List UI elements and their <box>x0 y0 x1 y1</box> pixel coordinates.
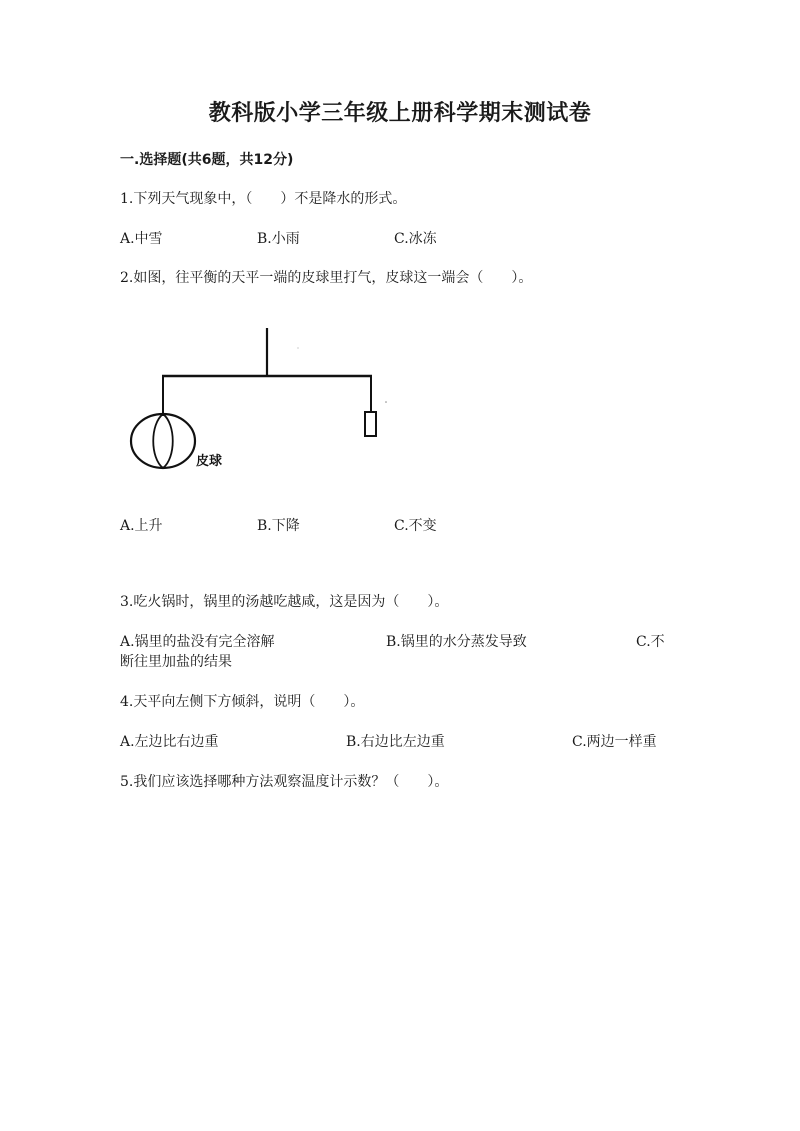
balance-figure <box>120 320 410 480</box>
question-3-stem: 3.吃火锅时，锅里的汤越吃越咸，这是因为（ ）。 <box>120 594 449 610</box>
question-5-stem: 5.我们应该选择哪种方法观察温度计示数？（ ）。 <box>120 774 449 790</box>
ball-seam-right <box>163 414 173 468</box>
question-3-option-b: B.锅里的水分蒸发导致 <box>386 634 527 650</box>
question-1-option-c: C.冰冻 <box>394 231 437 247</box>
counterweight <box>365 412 376 436</box>
question-3-option-c-continued: 断往里加盐的结果 <box>120 654 232 670</box>
question-3-option-a: A.锅里的盐没有完全溶解 <box>120 634 275 650</box>
ball <box>131 414 195 468</box>
question-4-option-c: C.两边一样重 <box>572 734 657 750</box>
question-4-option-a: A.左边比右边重 <box>120 734 219 750</box>
question-2-stem: 2.如图，往平衡的天平一端的皮球里打气，皮球这一端会（ ）。 <box>120 270 533 286</box>
ball-label: 皮球 <box>196 454 223 469</box>
ball-seam-left <box>153 414 163 468</box>
question-2-option-b: B.下降 <box>257 518 300 534</box>
question-3-option-c: C.不 <box>636 634 665 650</box>
page-title: 教科版小学三年级上册科学期末测试卷 <box>208 101 592 126</box>
question-4-option-b: B.右边比左边重 <box>346 734 445 750</box>
question-1-option-b: B.小雨 <box>257 231 300 247</box>
question-1-stem: 1.下列天气现象中，（ ）不是降水的形式。 <box>120 191 407 207</box>
question-4-stem: 4.天平向左侧下方倾斜，说明（ ）。 <box>120 694 365 710</box>
question-1-option-a: A.中雪 <box>120 231 163 247</box>
balance-diagram <box>120 320 410 480</box>
question-2-option-a: A.上升 <box>120 518 163 534</box>
question-2-option-c: C.不变 <box>394 518 437 534</box>
section-heading: 一.选择题(共6题，共12分) <box>120 152 294 168</box>
